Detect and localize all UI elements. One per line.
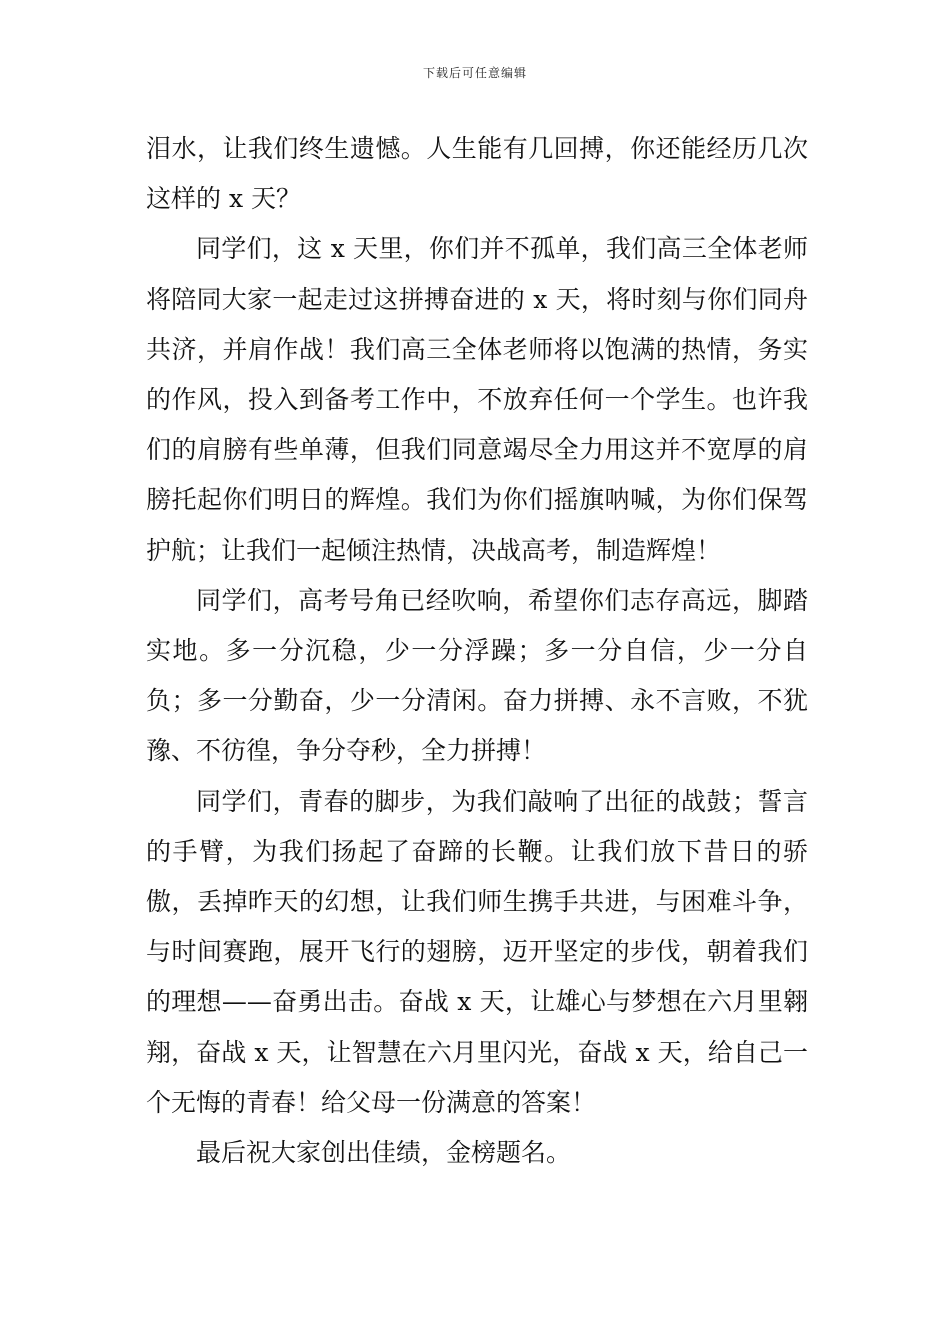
document-body bbox=[146, 124, 808, 1178]
paragraph-2: 同学们，这 x 天里，你们并不孤单，我们高三全体老师将陪同大家一起走过这拼搏奋进的 x 天，将时刻与你们同舟共济，并肩作战！我们高三全体老师将以饱满的热情，务实的作风，投入到备考工作中，不放弃任何一个学生。也许我们的肩膀有些单薄，但我们同意竭尽全力用这并不宽厚的肩膀托起你们明日的辉煌。我们为你们摇旗呐喊，为你们保驾护航；让我们一起倾注热情，决战高考，制造辉煌！ bbox=[146, 234, 808, 565]
paragraph-4: 同学们，青春的脚步，为我们敲响了出征的战鼓；誓言的手臂，为我们扬起了奋蹄的长鞭。让我们放下昔日的骄傲，丢掉昨天的幻想，让我们师生携手共进，与困难斗争，与时间赛跑，展开飞行的翅膀，迈开坚定的步伐，朝着我们的理想——奋勇出击。奋战 x 天，让雄心与梦想在六月里翱翔，奋战 x 天，让智慧在六月里闪光，奋战 x 天，给自己一个无悔的青春！给父母一份满意的答案！ bbox=[146, 786, 808, 1117]
paragraph-3: 同学们，高考号角已经吹响，希望你们志存高远，脚踏实地。多一分沉稳，少一分浮躁；多一分自信，少一分自负；多一分勤奋，少一分清闲。奋力拼搏、永不言败，不犹豫、不彷徨，争分夺秒，全力拼搏！ bbox=[146, 585, 808, 766]
page-header-note: 下载后可任意编辑 bbox=[422, 66, 527, 80]
paragraph-5: 最后祝大家创出佳绩，金榜题名。 bbox=[196, 1138, 572, 1168]
paragraph-1: 泪水，让我们终生遗憾。人生能有几回搏，你还能经历几次这样的 x 天？ bbox=[146, 134, 808, 214]
